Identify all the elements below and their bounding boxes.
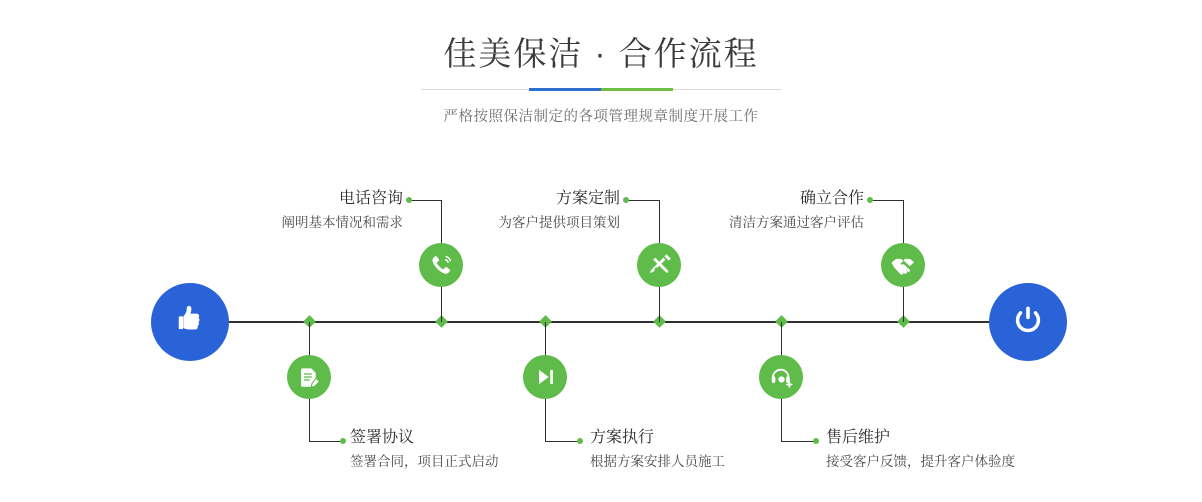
step-title: 电话咨询 — [338, 190, 403, 207]
step-label-6 — [826, 427, 1015, 473]
timeline-start-node — [151, 283, 229, 361]
document-edit-icon — [297, 365, 321, 389]
step-label-2 — [350, 427, 499, 473]
step-desc: 为客户提供项目策划 — [498, 215, 620, 230]
step-title: 签署协议 — [350, 429, 415, 446]
phone-ring-icon — [428, 252, 454, 278]
step-connector — [781, 441, 815, 442]
step-connector — [309, 441, 343, 442]
step-connector-dot — [813, 438, 819, 444]
step-connector-dot — [406, 197, 412, 203]
step-icon-5 — [881, 243, 925, 287]
step-connector-dot — [340, 438, 346, 444]
step-desc: 根据方案安排人员施工 — [590, 454, 725, 469]
step-connector — [627, 200, 660, 201]
play-next-icon — [533, 365, 557, 389]
step-icon-2 — [287, 355, 331, 399]
step-connector-dot — [577, 438, 583, 444]
step-label-4 — [590, 427, 725, 473]
step-connector — [871, 200, 904, 201]
divider-accent-green — [601, 88, 673, 91]
step-title: 方案定制 — [555, 190, 620, 207]
header — [0, 32, 1202, 126]
step-label-3 — [460, 188, 620, 234]
power-icon — [1008, 300, 1048, 345]
step-title: 售后维护 — [826, 429, 891, 446]
page-subtitle: 严格按照保洁制定的各项管理规章制度开展工作 — [443, 109, 759, 125]
step-label-5 — [700, 188, 864, 234]
divider-accent-blue — [529, 88, 601, 91]
timeline-end-node — [989, 283, 1067, 361]
step-desc: 阐明基本情况和需求 — [281, 215, 403, 230]
step-icon-4 — [523, 355, 567, 399]
step-icon-6 — [759, 355, 803, 399]
customer-service-add-icon — [769, 365, 794, 390]
step-desc: 清洁方案通过客户评估 — [729, 215, 864, 230]
handshake-icon — [890, 252, 916, 278]
page-title: 佳美保洁 · 合作流程 — [443, 35, 759, 72]
thumbs-up-icon — [170, 300, 210, 345]
step-connector — [410, 200, 442, 201]
step-connector-dot — [623, 197, 629, 203]
title-divider — [421, 88, 781, 91]
pen-ruler-icon — [647, 253, 672, 278]
step-desc: 签署合同，项目正式启动 — [350, 454, 499, 469]
step-title: 方案执行 — [590, 429, 655, 446]
step-icon-3 — [637, 243, 681, 287]
step-icon-1 — [419, 243, 463, 287]
step-connector — [545, 441, 579, 442]
step-label-1 — [253, 188, 403, 234]
step-title: 确立合作 — [799, 190, 864, 207]
step-desc: 接受客户反馈，提升客户体验度 — [826, 454, 1015, 469]
step-connector-dot — [867, 197, 873, 203]
